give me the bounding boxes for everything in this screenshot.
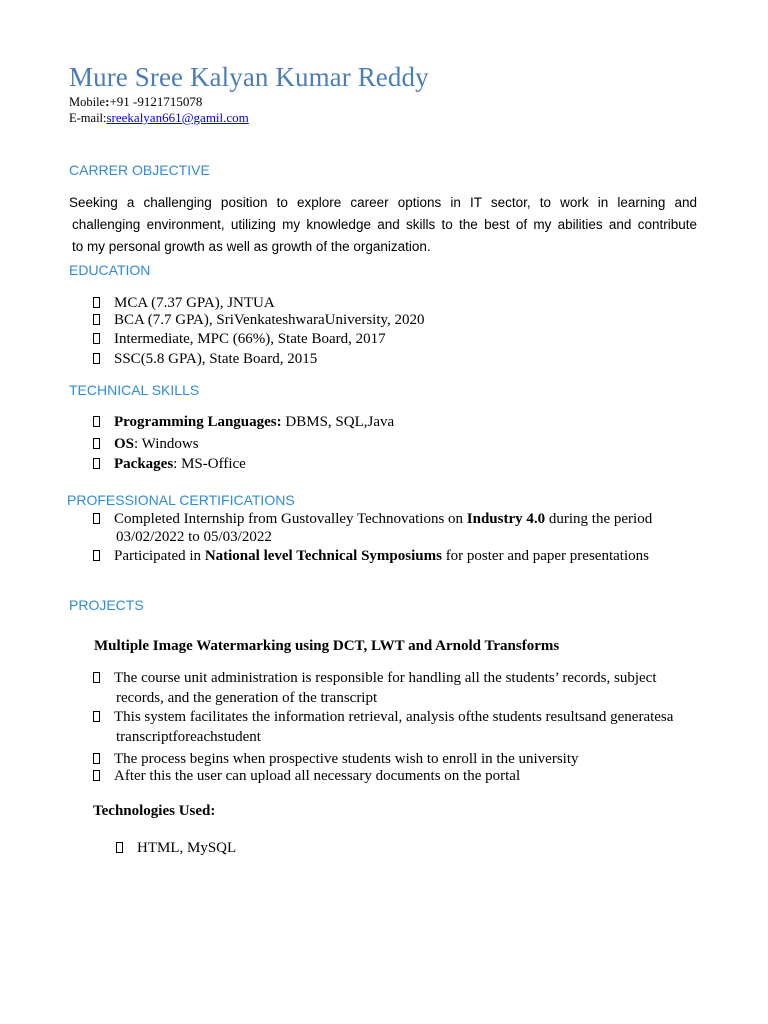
skills-heading: TECHNICAL SKILLS	[69, 382, 200, 398]
project-title: Multiple Image Watermarking using DCT, LWT and Arnold Transforms	[94, 638, 560, 654]
candidate-name: Mure Sree Kalyan Kumar Reddy	[69, 62, 429, 92]
skill-item	[93, 435, 199, 453]
mobile-colon: :	[105, 94, 110, 109]
certifications-heading: PROFESSIONAL CERTIFICATIONS	[67, 492, 295, 508]
certification-item	[93, 547, 649, 565]
project-item: This system facilitates the information retrieval, analysis ofthe students resultsand generatesa	[93, 708, 673, 726]
cert-bold: Industry 4.0	[466, 511, 546, 527]
skill-item	[93, 455, 246, 473]
skill-value: : MS-Office	[173, 456, 246, 472]
education-item: MCA (7.37 GPA), JNTUA	[93, 294, 275, 312]
skill-value: DBMS, SQL,Java	[281, 414, 395, 430]
project-item: After this the user can upload all necessary documents on the portal	[93, 767, 520, 785]
technologies-heading: Technologies Used:	[93, 803, 216, 819]
objective-line: to my personal growth as well as growth of the organization.	[72, 239, 431, 254]
certification-item-continued: 03/02/2022 to 05/03/2022	[116, 529, 272, 545]
mobile-label: Mobile	[69, 95, 106, 109]
bullet-icon	[93, 672, 100, 683]
education-item: BCA (7.7 GPA), SriVenkateshwaraUniversity, 2020	[93, 311, 425, 329]
bullet-icon	[93, 711, 100, 722]
bullet-icon	[93, 333, 100, 344]
skill-label: OS	[114, 436, 135, 452]
objective-line: Seeking a challenging position to explore career options in IT sector, to work in learning and	[69, 195, 697, 210]
skill-value: : Windows	[134, 436, 199, 452]
objective-paragraph	[69, 192, 697, 258]
project-item-continued: transcriptforeachstudent	[116, 729, 261, 745]
project-item: The process begins when prospective students wish to enroll in the university	[93, 750, 579, 768]
mobile-line	[69, 94, 202, 110]
bullet-icon	[93, 770, 100, 781]
objective-line: challenging environment, utilizing my knowledge and skills to the best of my abilities and contribute	[72, 217, 697, 232]
skill-label: Programming Languages:	[114, 414, 282, 430]
email-line	[69, 110, 249, 126]
bullet-icon	[93, 416, 100, 427]
email-link[interactable]: sreekalyan661@gamil.com	[106, 110, 249, 125]
education-item: SSC(5.8 GPA), State Board, 2015	[93, 350, 317, 368]
bullet-icon	[93, 753, 100, 764]
bullet-icon	[93, 314, 100, 325]
education-heading: EDUCATION	[69, 262, 151, 278]
project-item: The course unit administration is responsible for handling all the students’ records, subject	[93, 669, 657, 687]
cert-text: Participated in	[114, 548, 205, 564]
bullet-icon	[93, 550, 100, 561]
certification-item	[93, 510, 652, 528]
objective-heading: CARRER OBJECTIVE	[69, 162, 210, 178]
projects-heading: PROJECTS	[69, 597, 144, 613]
project-item-continued: records, and the generation of the transcript	[116, 690, 378, 706]
cert-text: for poster and paper presentations	[441, 548, 649, 564]
email-label: E-mail:	[69, 111, 107, 125]
bullet-icon	[93, 513, 100, 524]
bullet-icon	[93, 438, 100, 449]
bullet-icon	[93, 353, 100, 364]
bullet-icon	[93, 297, 100, 308]
cert-text: Completed Internship from Gustovalley Technovations on	[114, 511, 467, 527]
cert-text: during the period	[545, 511, 653, 527]
bullet-icon	[116, 842, 123, 853]
skill-item	[93, 413, 394, 431]
education-item: Intermediate, MPC (66%), State Board, 2017	[93, 330, 386, 348]
cert-bold: National level Technical Symposiums	[204, 548, 442, 564]
technology-item: HTML, MySQL	[116, 839, 236, 857]
mobile-value: +91 -9121715078	[109, 94, 203, 109]
skill-label: Packages	[114, 456, 174, 472]
bullet-icon	[93, 458, 100, 469]
